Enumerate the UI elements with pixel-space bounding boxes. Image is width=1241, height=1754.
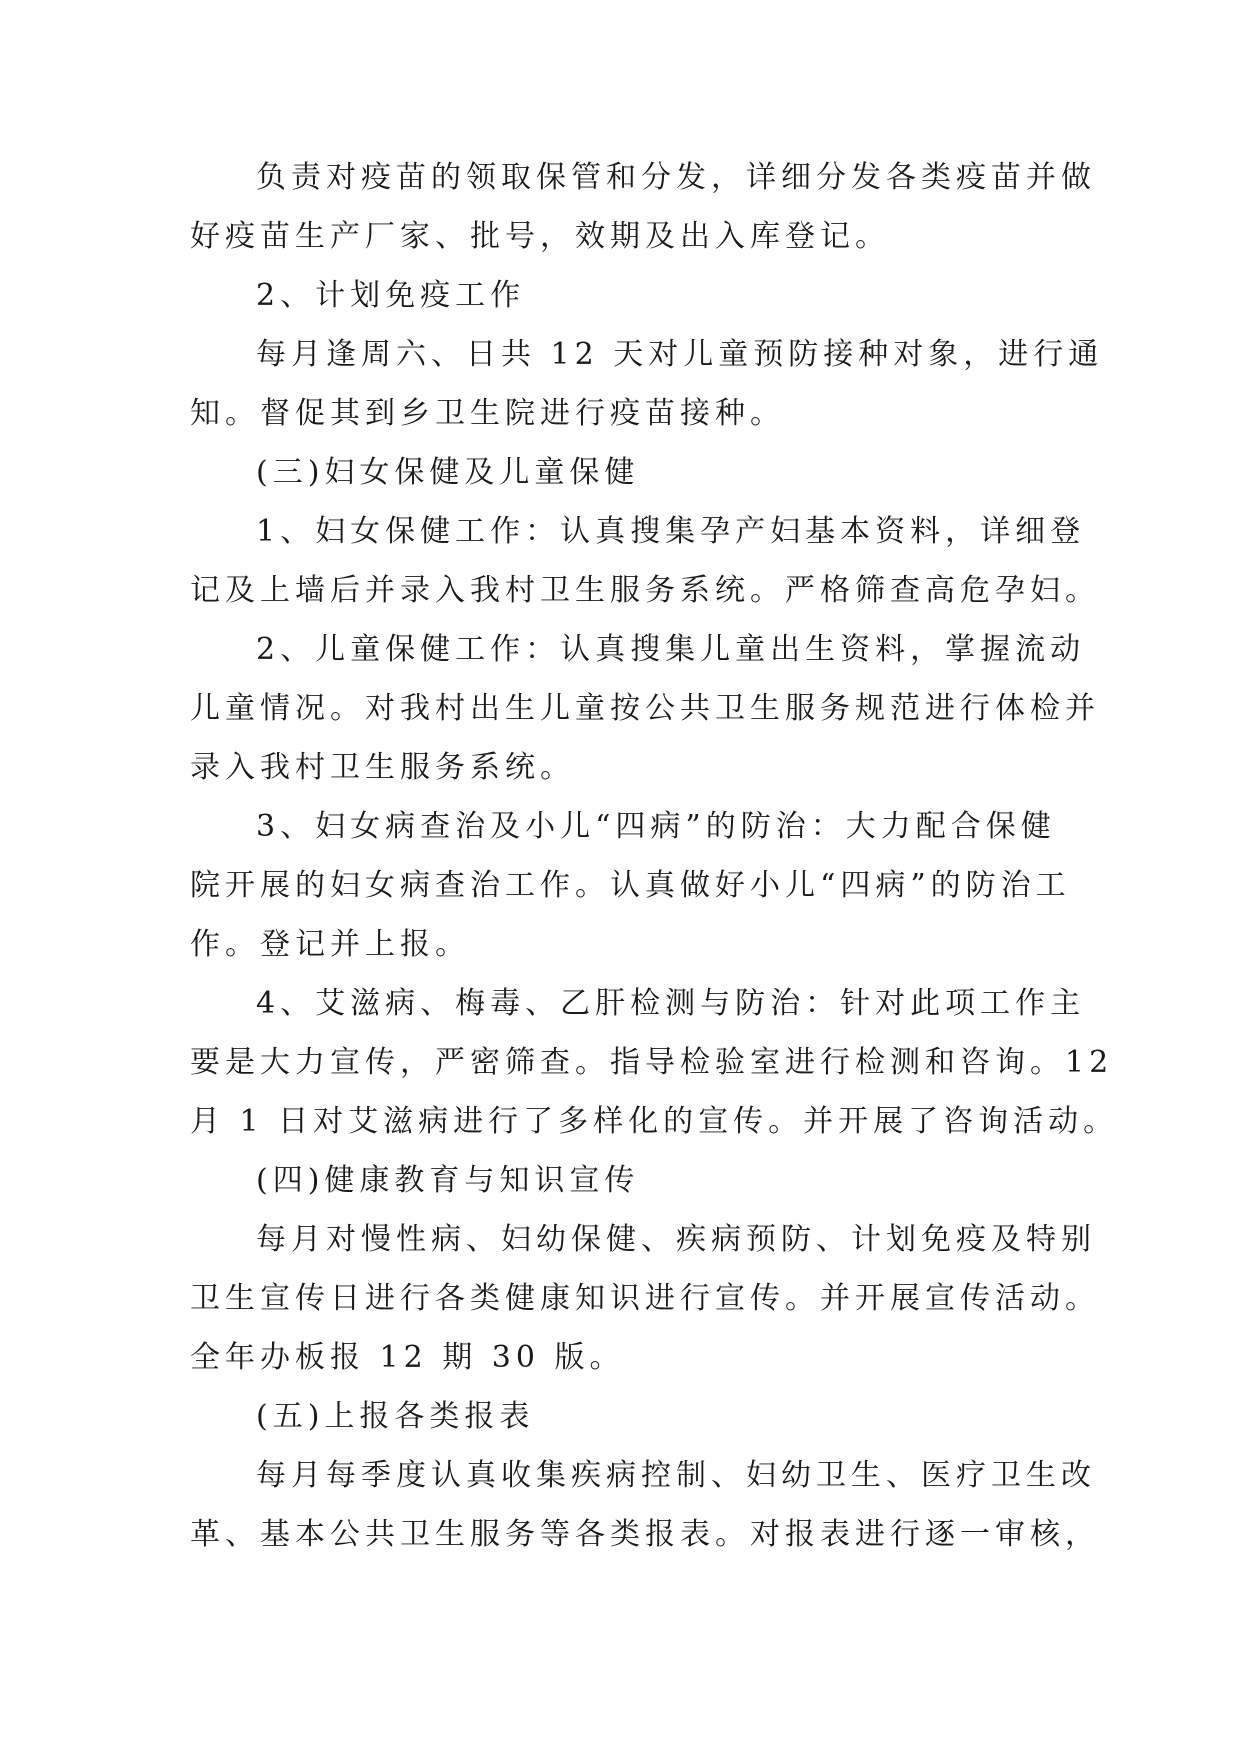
text-line: 全年办板报 12 期 30 版。 [190,1340,625,1375]
text-line: 好疫苗生产厂家、批号，效期及出入库登记。 [190,219,890,254]
text-line: 每月每季度认真收集疾病控制、妇幼卫生、医疗卫生改 [256,1458,1096,1493]
text-line: 卫生宣传日进行各类健康知识进行宣传。并开展宣传活动。 [190,1281,1100,1316]
text-line: 每月逢周六、日共 12 天对儿童预防接种对象，进行通 [256,337,1104,372]
text-line: 每月对慢性病、妇幼保健、疾病预防、计划免疫及特别 [256,1222,1096,1257]
text-line: 要是大力宣传，严密筛查。指导检验室进行检测和咨询。12 [190,1045,1114,1080]
text-line: 知。督促其到乡卫生院进行疫苗接种。 [190,396,785,431]
text-line: 作。登记并上报。 [190,927,470,962]
text-line: 2、儿童保健工作：认真搜集儿童出生资料，掌握流动 [256,632,1086,667]
text-line: 院开展的妇女病查治工作。认真做好小儿“四病”的防治工 [190,868,1071,903]
text-line: 儿童情况。对我村出生儿童按公共卫生服务规范进行体检并 [190,691,1100,726]
text-line: 录入我村卫生服务系统。 [190,750,575,785]
text-line: 记及上墙后并录入我村卫生服务系统。严格筛查高危孕妇。 [190,573,1100,608]
section-heading: (三)妇女保健及儿童保健 [256,455,640,490]
section-heading: (四)健康教育与知识宣传 [256,1163,640,1198]
document-body [190,148,1119,1564]
text-line: 负责对疫苗的领取保管和分发，详细分发各类疫苗并做 [256,160,1096,195]
text-line: 3、妇女病查治及小儿“四病”的防治：大力配合保健 [256,809,1056,844]
section-heading: (五)上报各类报表 [256,1399,535,1434]
section-heading: 2、计划免疫工作 [256,278,526,313]
text-line: 月 1 日对艾滋病进行了多样化的宣传。并开展了咨询活动。 [190,1104,1119,1139]
text-line: 革、基本公共卫生服务等各类报表。对报表进行逐一审核， [190,1517,1100,1552]
text-line: 4、艾滋病、梅毒、乙肝检测与防治：针对此项工作主 [256,986,1086,1021]
text-line: 1、妇女保健工作：认真搜集孕产妇基本资料，详细登 [256,514,1086,549]
